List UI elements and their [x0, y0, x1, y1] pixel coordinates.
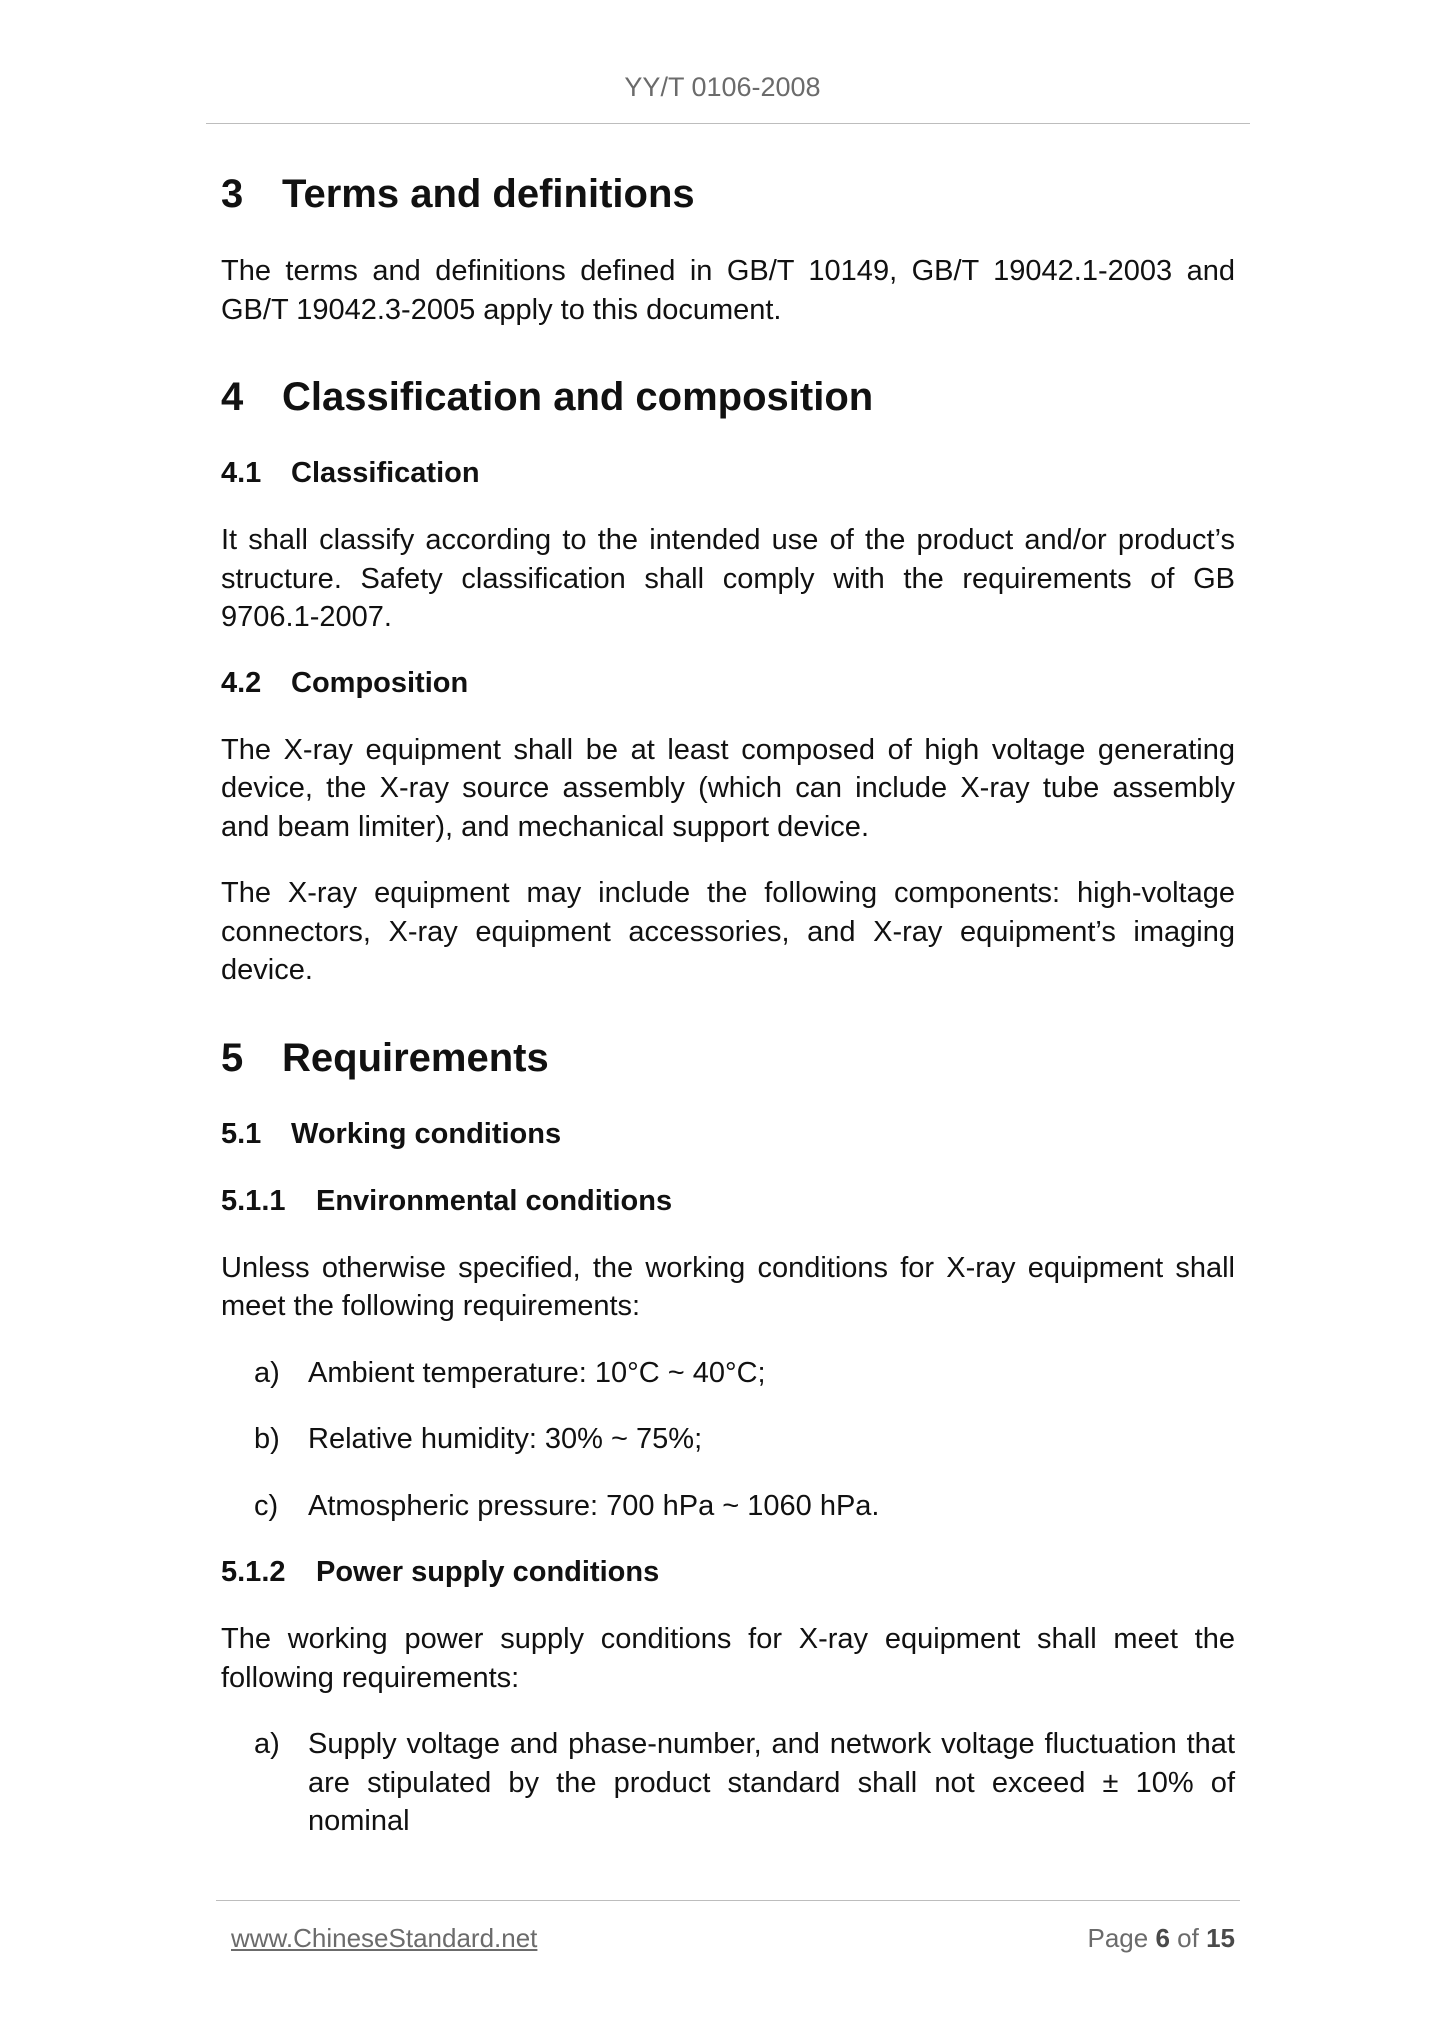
page-indicator — [1087, 1923, 1235, 1954]
section-title: Classification and composition — [282, 375, 874, 419]
list-item — [221, 1354, 1235, 1393]
section-number: 4.2 — [221, 666, 262, 699]
section-5-1-1-paragraph: Unless otherwise specified, the working conditions for X-ray equipment shall meet the following requirements: — [221, 1251, 1235, 1322]
section-4-2-paragraph-2: The X-ray equipment may include the following components: high-voltage connectors, X-ray equipment accessories, and X-ray equipment’s imaging device. — [221, 877, 1235, 986]
section-number: 4 — [221, 375, 244, 419]
list-text: Ambient temperature: 10°C ~ 40°C; — [308, 1356, 766, 1389]
section-3-paragraph: The terms and definitions defined in GB/T 10149, GB/T 19042.1-2003 and GB/T 19042.3-2005 apply to this document. — [221, 255, 1235, 326]
list-marker: c) — [254, 1489, 279, 1522]
section-title: Requirements — [282, 1035, 549, 1080]
section-5-heading — [221, 1034, 1235, 1082]
section-title: Environmental conditions — [316, 1184, 673, 1217]
page-content — [221, 170, 1235, 1841]
section-title: Terms and definitions — [282, 172, 695, 216]
page-current: 6 — [1155, 1923, 1170, 1953]
section-5-1-heading — [221, 1116, 1235, 1152]
section-3-heading — [221, 170, 1235, 218]
section-5-1-2-heading — [221, 1554, 1235, 1590]
section-number: 5.1 — [221, 1117, 262, 1150]
section-number: 5.1.2 — [221, 1556, 286, 1588]
page-of: of — [1177, 1923, 1199, 1953]
list-marker: b) — [254, 1423, 280, 1455]
section-title: Composition — [291, 666, 469, 699]
list-text: Relative humidity: 30% ~ 75%; — [308, 1423, 703, 1455]
section-5-1-1-heading — [221, 1183, 1235, 1219]
website-link[interactable]: www.ChineseStandard.net — [231, 1923, 538, 1953]
section-4-heading — [221, 373, 1235, 421]
section-4-1-heading — [221, 455, 1235, 491]
footer-divider — [216, 1900, 1240, 1901]
list-marker: a) — [254, 1356, 280, 1389]
section-number: 4.1 — [221, 457, 262, 489]
section-title: Power supply conditions — [316, 1556, 660, 1588]
list-item — [221, 1420, 1235, 1459]
section-title: Working conditions — [291, 1117, 562, 1150]
section-number: 3 — [221, 172, 244, 216]
document-code: YY/T 0106-2008 — [624, 72, 821, 102]
header-divider — [206, 123, 1250, 124]
section-number: 5.1.1 — [221, 1184, 286, 1217]
section-4-2-paragraph-1: The X-ray equipment shall be at least composed of high voltage generating device, the X-ray source assembly (which can include X-ray tube assembly and beam limiter), and mechanical support device. — [221, 733, 1235, 843]
list-text: Atmospheric pressure: 700 hPa ~ 1060 hPa. — [308, 1489, 880, 1522]
list-item — [221, 1487, 1235, 1526]
list-text: Supply voltage and phase-number, and network voltage fluctuation that are stipulated by the product standard shall not exceed ± 10% of nominal — [308, 1728, 1235, 1837]
section-4-2-heading — [221, 665, 1235, 701]
section-number: 5 — [221, 1035, 244, 1080]
list-marker: a) — [254, 1728, 280, 1760]
list-item — [221, 1725, 1235, 1841]
section-5-1-2-paragraph: The working power supply conditions for X-ray equipment shall meet the following requirements: — [221, 1623, 1235, 1694]
section-title: Classification — [291, 457, 480, 489]
section-4-1-paragraph: It shall classify according to the intended use of the product and/or product’s structure. Safety classification shall comply with the requirements of GB 9706.1-2007. — [221, 524, 1235, 633]
page-total: 15 — [1206, 1923, 1235, 1953]
page-label: Page — [1087, 1923, 1149, 1953]
